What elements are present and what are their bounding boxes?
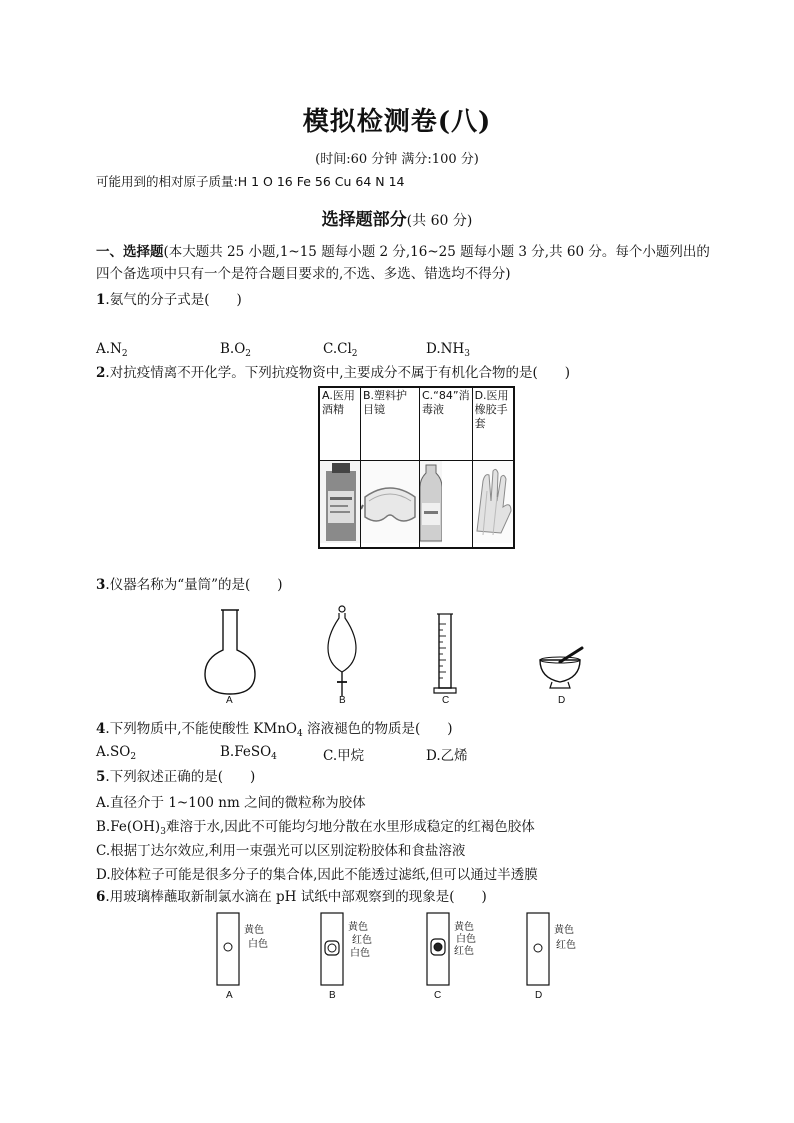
q1-option-d-text: D.NH	[426, 341, 465, 357]
q1-option-a-text: A.N	[96, 341, 122, 357]
q6-c-tag-2: 白色	[456, 934, 476, 945]
q1-option-c	[323, 341, 358, 357]
q3-label-b: B	[339, 695, 346, 706]
q5-option-d: D.胶体粒子可能是很多分子的集合体,因此不能透过滤纸,但可以通过半透膜	[96, 867, 538, 883]
ph-strip-d-icon	[524, 912, 554, 986]
question-4-sub: 4	[296, 729, 303, 739]
q2-cell-a: A.医用酒精	[319, 387, 361, 461]
instructions-text: (本大题共 25 小题,1~15 题每小题 2 分,16~25 题每小题 3 分,共 60 分。每个小题列出的四个备选项中只有一个是符合题目要求的,不选、多选、错选均不得分)	[96, 244, 710, 282]
question-3-number: 3	[96, 577, 106, 593]
rubber-gloves-image	[473, 461, 513, 543]
q6-b-tag-2: 红色	[352, 935, 372, 946]
section-title	[0, 205, 794, 230]
q4-option-d: D.乙烯	[426, 748, 468, 764]
q5-option-b-sub: 3	[160, 827, 166, 837]
question-5-number: 5	[96, 769, 106, 785]
q1-option-b	[220, 341, 251, 357]
exam-info: (时间:60 分钟 满分:100 分)	[315, 152, 479, 167]
q1-option-a	[96, 341, 128, 357]
q2-cell-d: D.医用橡胶手套	[472, 387, 514, 461]
q4-option-a-sub: 2	[130, 752, 137, 762]
disinfectant-bottle-image	[420, 461, 442, 543]
question-6-text: .用玻璃棒蘸取新制氯水滴在 pH 试纸中部观察到的现象是( )	[105, 889, 487, 905]
q6-label-b: B	[329, 990, 336, 1001]
q6-label-c: C	[434, 990, 442, 1001]
q1-option-c-text: C.Cl	[323, 341, 352, 357]
q1-option-d	[426, 341, 470, 357]
question-1-text: .氨气的分子式是( )	[105, 292, 242, 308]
q1-option-b-text: B.O	[220, 341, 246, 357]
q4-option-b-sub: 4	[271, 752, 277, 762]
round-bottom-flask-icon	[200, 606, 260, 708]
q5-option-b	[96, 815, 535, 835]
graduated-cylinder-icon	[430, 610, 460, 696]
q6-d-tag-1: 黄色	[554, 925, 574, 936]
q1-option-d-sub: 3	[464, 349, 470, 359]
question-4-text-b: 溶液褪色的物质是( )	[302, 721, 453, 737]
q6-b-tag-1: 黄色	[348, 922, 368, 933]
question-4-stem	[96, 719, 453, 739]
q6-b-tag-3: 白色	[350, 948, 370, 959]
page-title: 模拟检测卷(八)	[302, 107, 492, 137]
q3-label-a: A	[226, 695, 233, 706]
question-2-text: .对抗疫情离不开化学。下列抗疫物资中,主要成分不属于有机化合物的是( )	[105, 365, 571, 381]
question-1-number: 1	[96, 292, 106, 308]
goggles-image	[361, 461, 419, 543]
q5-option-c: C.根据丁达尔效应,利用一束强光可以区别淀粉胶体和食盐溶液	[96, 843, 466, 859]
q1-option-c-sub: 2	[351, 349, 358, 359]
q6-d-tag-2: 红色	[556, 940, 576, 951]
alcohol-bottle-image	[320, 461, 360, 543]
q6-a-tag-1: 黄色	[244, 925, 264, 936]
ph-strip-a-icon	[214, 912, 244, 986]
question-3-text: .仪器名称为“量筒”的是( )	[105, 577, 283, 593]
question-4-number: 4	[96, 721, 106, 737]
question-3-stem	[96, 575, 283, 595]
question-5-text: .下列叙述正确的是( )	[105, 769, 256, 785]
ph-strip-b-icon	[318, 912, 348, 986]
q4-option-b	[220, 744, 277, 760]
question-6-number: 6	[96, 889, 106, 905]
q1-option-b-sub: 2	[245, 349, 252, 359]
question-2-number: 2	[96, 365, 106, 381]
separatory-funnel-icon	[322, 604, 362, 698]
instructions-lead: 一、选择题	[96, 244, 164, 260]
q3-label-c: C	[442, 695, 450, 706]
q3-label-d: D	[558, 695, 566, 706]
q2-photo-d	[472, 461, 514, 549]
q6-label-d: D	[535, 990, 543, 1001]
section-score: (共 60 分)	[406, 213, 473, 229]
section-title-text: 选择题部分	[321, 210, 407, 230]
q6-c-tag-1: 黄色	[454, 922, 474, 933]
q4-option-a	[96, 744, 136, 760]
q2-cell-b: B.塑料护目镜	[361, 387, 420, 461]
question-1-stem	[96, 290, 242, 310]
q6-c-tag-3: 红色	[454, 946, 474, 957]
question-6-stem	[96, 887, 487, 907]
q5-option-a: A.直径介于 1~100 nm 之间的微粒称为胶体	[96, 795, 366, 811]
question-2-stem	[96, 363, 570, 383]
q5-option-b-rest: 难溶于水,因此不可能均匀地分散在水里形成稳定的红褐色胶体	[165, 819, 535, 835]
q2-photo-a	[319, 461, 361, 549]
q4-option-a-text: A.SO	[96, 744, 131, 760]
mortar-and-pestle-icon	[536, 644, 592, 696]
q2-cell-c: C.“84”消毒液	[420, 387, 473, 461]
q6-a-tag-2: 白色	[248, 939, 268, 950]
question-4-text-a: .下列物质中,不能使酸性 KMnO	[105, 721, 297, 737]
q2-photo-b	[361, 461, 420, 549]
q4-option-b-text: B.FeSO	[220, 744, 272, 760]
instructions	[96, 241, 716, 285]
q1-option-a-sub: 2	[121, 349, 128, 359]
q2-options-table	[318, 386, 515, 549]
q4-option-c: C.甲烷	[323, 748, 365, 764]
atomic-masses: 可能用到的相对原子质量:H 1 O 16 Fe 56 Cu 64 N 14	[96, 174, 405, 189]
question-5-stem	[96, 767, 255, 787]
q2-photo-c	[420, 461, 473, 549]
q6-label-a: A	[226, 990, 233, 1001]
ph-strip-c-icon	[424, 912, 454, 986]
q5-option-b-text: B.Fe(OH)	[96, 819, 161, 835]
